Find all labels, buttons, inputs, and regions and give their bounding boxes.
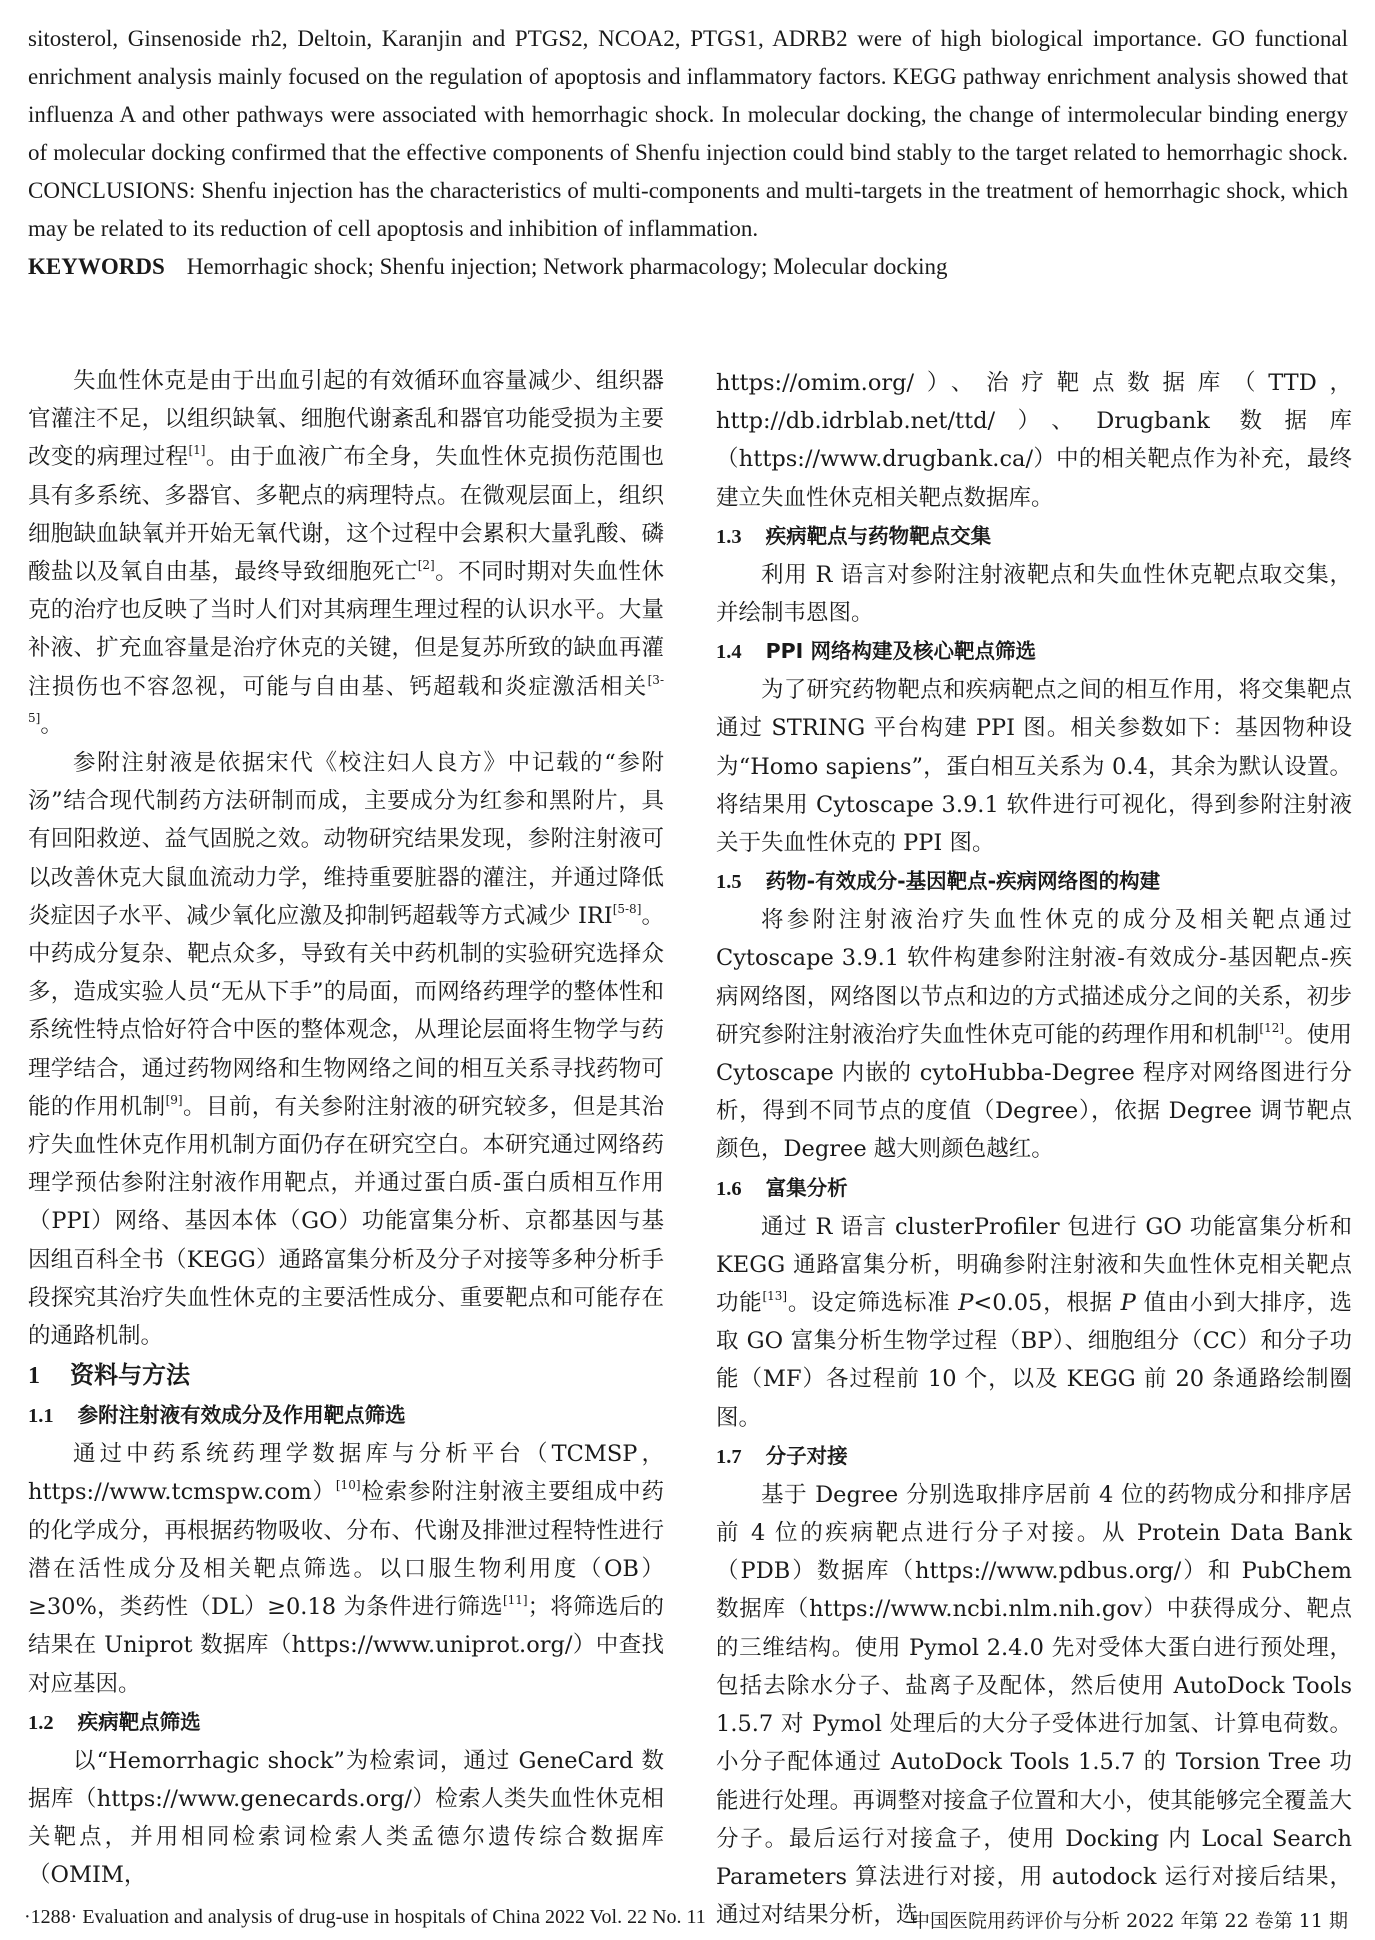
subsection-heading-1-1: 1.1 参附注射液有效成分及作用靶点筛选 [28, 1403, 406, 1428]
subsection-1-5-text: 将参附注射液治疗失血性休克的成分及相关靶点通过 Cytoscape 3.9.1 软件构建参附注射液-有效成分-基因靶点-疾病网络图，网络图以节点和边的方式描述成分之间的关系，初步研究参附注射液治疗失血性休克可能的药理作用和机制[12]。使用 Cytoscape 内嵌的 cytoHubba-Degree 程序对网络图进行分析，得到不同节点的度值（Degree），依据 Degree 调节靶点颜色，Degree 越大则颜色越红。 [716, 907, 1352, 1163]
footer-journal-chinese: 中国医院用药评价与分析 2022 年第 22 卷第 11 期 [911, 1910, 1348, 1932]
subsection-heading-1-7: 1.7 分子对接 [716, 1443, 848, 1468]
citation[interactable]: [1] [188, 443, 206, 458]
abstract-text: sitosterol, Ginsenoside rh2, Deltoin, Karanjin and PTGS2, NCOA2, PTGS1, ADRB2 were of high biological importance. GO functional enrichment analysis mainly focused on the regulation of apoptosis and inflammatory factors. KEGG pathway enrichment analysis showed that influenza A and other pathways were associated with hemorrhagic shock. In molecular docking, the change of intermolecular binding energy of molecular docking confirmed that the effective components of Shenfu injection could bind stably to the target related to hemorrhagic shock. CONCLUSIONS: Shenfu injection has the characteristics of multi-components and multi-targets in the treatment of hemorrhagic shock, which may be related to its reduction of cell apoptosis and inhibition of inflammation. [28, 26, 1348, 241]
citation[interactable]: [9] [165, 1092, 183, 1107]
citation[interactable]: [12] [1259, 1020, 1285, 1035]
subsection-1-3-text: 利用 R 语言对参附注射液靶点和失血性休克靶点取交集，并绘制韦恩图。 [716, 561, 1352, 627]
citation[interactable]: [3-5] [28, 672, 664, 725]
section-heading-1: 1 资料与方法 [28, 1361, 190, 1390]
subsection-1-2-text: 以“Hemorrhagic shock”为检索词，通过 GeneCard 数据库（https://www.genecards.org/）检索人类失血性休克相关靶点，并用相同检索词检索人类孟德尔遗传综合数据库（OMIM， [28, 1747, 664, 1889]
keywords-line [28, 248, 1348, 286]
subsection-heading-1-3: 1.3 疾病靶点与药物靶点交集 [716, 523, 992, 548]
page-footer [24, 1906, 1348, 1933]
keywords-label: KEYWORDS [28, 254, 165, 279]
subsection-1-7-text: 基于 Degree 分别选取排序居前 4 位的药物成分和排序居前 4 位的疾病靶点进行分子对接。从 Protein Data Bank（PDB）数据库（https://www.pdbus.org/）和 PubChem 数据库（https://www.ncbi.nlm.nih.gov）中获得成分、靶点的三维结构。使用 Pymol 2.4.0 先对受体大蛋白进行预处理，包括去除水分子、盐离子及配体，然后使用 AutoDock Tools 1.5.7 对 Pymol 处理后的大分子受体进行加氢、计算电荷数。小分子配体通过 AutoDock Tools 1.5.7 的 Torsion Tree 功能进行处理。再调整对接盒子位置和大小，使其能够完全覆盖大分子。最后运行对接盒子，使用 Docking 内 Local Search Parameters 算法进行对接，用 autodock 运行对接后结果，通过对结果分析，选 [716, 1481, 1352, 1929]
subsection-heading-1-6: 1.6 富集分析 [716, 1175, 848, 1200]
citation[interactable]: [2] [417, 558, 435, 573]
subsection-1-2-continued: https://omim.org/）、治疗靶点数据库（TTD，http://db.idrblab.net/ttd/）、Drugbank 数据库（https://www.drugbank.ca/）中的相关靶点作为补充，最终建立失血性休克相关靶点数据库。 [716, 370, 1352, 511]
footer-journal-english: ·1288· Evaluation and analysis of drug-use in hospitals of China 2022 Vol. 22 No. 11 [24, 1906, 706, 1928]
citation[interactable]: [13] [762, 1289, 788, 1304]
subsection-heading-1-4: 1.4 PPI 网络构建及核心靶点筛选 [716, 639, 1036, 664]
subsection-1-4-text: 为了研究药物靶点和疾病靶点之间的相互作用，将交集靶点通过 STRING 平台构建 PPI 图。相关参数如下：基因物种设为“Homo sapiens”，蛋白相互关系为 0.4，其余为默认设置。将结果用 Cytoscape 3.9.1 软件进行可视化，得到参附注射液关于失血性休克的 PPI 图。 [716, 677, 1352, 857]
left-column [28, 362, 664, 1895]
right-column [716, 364, 1352, 1934]
subsection-heading-1-5: 1.5 药物-有效成分-基因靶点-疾病网络图的构建 [716, 869, 1161, 894]
subsection-1-6-text: 通过 R 语言 clusterProfiler 包进行 GO 功能富集分析和 KEGG 通路富集分析，明确参附注射液和失血性休克相关靶点功能[13]。设定筛选标准 P<0.05，根据 P 值由小到大排序，选取 GO 富集分析生物学过程（BP）、细胞组分（CC）和分子功能（MF）各过程前 10 个，以及 KEGG 前 20 条通路绘制圈图。 [716, 1213, 1352, 1431]
citation[interactable]: [5-8] [612, 901, 642, 916]
citation[interactable]: [11] [502, 1593, 528, 1608]
abstract-continuation [28, 20, 1348, 286]
intro-paragraph-1: 失血性休克是由于出血引起的有效循环血容量减少、组织器官灌注不足，以组织缺氧、细胞代谢紊乱和器官功能受损为主要改变的病理过程[1]。由于血液广布全身，失血性休克损伤范围也具有多系统、多器官、多靶点的病理特点。在微观层面上，组织细胞缺血缺氧并开始无氧代谢，这个过程中会累积大量乳酸、磷酸盐以及氧自由基，最终导致细胞死亡[2]。不同时期对失血性休克的治疗也反映了当时人们对其病理生理过程的认识水平。大量补液、扩充血容量是治疗休克的关键，但是复苏所致的缺血再灌注损伤也不容忽视，可能与自由基、钙超载和炎症激活相关[3-5]。 [28, 368, 664, 738]
subsection-heading-1-2: 1.2 疾病靶点筛选 [28, 1709, 201, 1734]
subsection-1-1-text: 通过中药系统药理学数据库与分析平台（TCMSP，https://www.tcmspw.com）[10]检索参附注射液主要组成中药的化学成分，再根据药物吸收、分布、代谢及排泄过程特性进行潜在活性成分及相关靶点筛选。以口服生物利用度（OB）≥30%，类药性（DL）≥0.18 为条件进行筛选[11]；将筛选后的结果在 Uniprot 数据库（https://www.uniprot.org/）中查找对应基因。 [28, 1441, 664, 1697]
keywords-list: Hemorrhagic shock; Shenfu injection; Network pharmacology; Molecular docking [186, 254, 948, 279]
intro-paragraph-2: 参附注射液是依据宋代《校注妇人良方》中记载的“参附汤”结合现代制药方法研制而成，主要成分为红参和黑附片，具有回阳救逆、益气固脱之效。动物研究结果发现，参附注射液可以改善休克大鼠血流动力学，维持重要脏器的灌注，并通过降低炎症因子水平、减少氧化应激及抑制钙超载等方式减少 IRI[5-8]。中药成分复杂、靶点众多，导致有关中药机制的实验研究选择众多，造成实验人员“无从下手”的局面，而网络药理学的整体性和系统性特点恰好符合中医的整体观念，从理论层面将生物学与药理学结合，通过药物网络和生物网络之间的相互关系寻找药物可能的作用机制[9]。目前，有关参附注射液的研究较多，但是其治疗失血性休克作用机制方面仍存在研究空白。本研究通过网络药理学预估参附注射液作用靶点，并通过蛋白质-蛋白质相互作用（PPI）网络、基因本体（GO）功能富集分析、京都基因与基因组百科全书（KEGG）通路富集分析及分子对接等多种分析手段探究其治疗失血性休克的主要活性成分、重要靶点和可能存在的通路机制。 [28, 750, 664, 1350]
citation[interactable]: [10] [335, 1478, 361, 1493]
